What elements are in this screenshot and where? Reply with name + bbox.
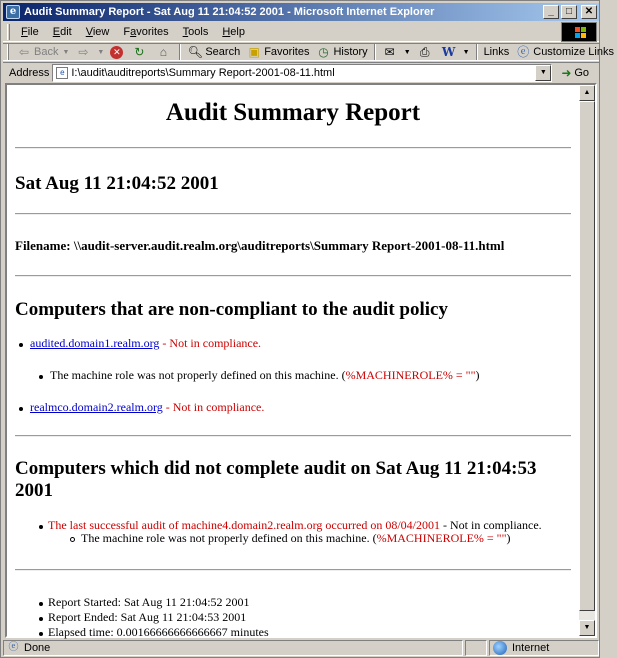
divider bbox=[15, 275, 571, 277]
report-document bbox=[7, 85, 579, 639]
bullet-icon bbox=[39, 617, 43, 621]
detail-text: The machine role was not properly defined on this machine. ( bbox=[50, 368, 346, 382]
ie-icon: e bbox=[6, 5, 20, 19]
search-button[interactable] bbox=[184, 43, 243, 61]
refresh-button[interactable] bbox=[128, 43, 152, 61]
go-button[interactable] bbox=[558, 66, 589, 80]
address-field[interactable] bbox=[52, 64, 552, 82]
summary-item: Report Started: Sat Aug 11 21:04:52 2001 bbox=[48, 595, 250, 609]
windows-logo-icon bbox=[561, 22, 597, 42]
favorites-button[interactable] bbox=[243, 43, 312, 61]
detail-close: ) bbox=[475, 368, 480, 382]
list-item bbox=[81, 531, 510, 546]
standard-toolbar bbox=[3, 43, 614, 61]
menu-edit-key: E bbox=[52, 25, 61, 38]
detail-close: ) bbox=[506, 531, 511, 545]
menu-view-label: iew bbox=[92, 25, 110, 38]
stop-button[interactable] bbox=[107, 43, 128, 61]
menu-tools-label: ools bbox=[188, 25, 209, 38]
mail-button[interactable] bbox=[379, 43, 403, 61]
stop-icon: ✕ bbox=[110, 46, 123, 59]
back-button[interactable] bbox=[13, 43, 61, 61]
report-title: Audit Summary Report bbox=[165, 99, 421, 126]
mail-icon: ✉ bbox=[384, 45, 395, 59]
refresh-icon: ↻ bbox=[134, 45, 145, 59]
customize-links-label: Customize Links bbox=[533, 46, 614, 58]
back-dropdown-icon[interactable]: ▼ bbox=[62, 48, 70, 56]
menu-file-key: F bbox=[21, 25, 28, 38]
edit-dropdown-icon[interactable]: ▼ bbox=[462, 48, 470, 56]
status-blank-cell bbox=[465, 640, 487, 656]
word-edit-icon: W bbox=[441, 45, 456, 59]
list-item bbox=[50, 368, 479, 383]
status-message bbox=[3, 640, 463, 656]
bullet-icon bbox=[19, 407, 23, 411]
address-label: Address bbox=[9, 66, 50, 79]
menu-help-label: elp bbox=[230, 25, 245, 38]
compliance-status: - Not in compliance. bbox=[162, 400, 265, 414]
menu-help-key: H bbox=[222, 25, 231, 38]
history-icon: ◷ bbox=[318, 45, 329, 59]
noncompliant-heading: Computers that are non-compliant to the audit policy bbox=[15, 299, 448, 320]
status-bar bbox=[3, 639, 599, 657]
scrollbar-thumb[interactable] bbox=[579, 101, 595, 611]
menu-tools[interactable] bbox=[176, 26, 216, 38]
bullet-icon bbox=[19, 343, 23, 347]
detail-value: %MACHINEROLE% = "" bbox=[345, 368, 476, 382]
menu-edit[interactable] bbox=[46, 26, 79, 38]
bullet-icon bbox=[39, 602, 43, 606]
toolbar-grip bbox=[7, 44, 9, 60]
last-audit-message: The last successful audit of machine4.domain2.realm.org occurred on 08/04/2001 bbox=[48, 518, 441, 532]
summary-item: Elapsed time: 0.00166666666666667 minutes bbox=[48, 625, 269, 639]
menu-tools-key: T bbox=[182, 25, 189, 38]
page-icon: e bbox=[56, 67, 68, 79]
detail-text: The machine role was not properly defined on this machine. ( bbox=[81, 531, 377, 545]
menu-bar bbox=[3, 22, 599, 42]
ie-page-icon: ⓔ bbox=[517, 45, 530, 59]
toolbar-separator-3 bbox=[476, 44, 478, 60]
menu-file-label: ile bbox=[27, 25, 39, 38]
menu-view-key: V bbox=[85, 25, 93, 38]
go-arrow-icon: ➜ bbox=[561, 65, 572, 80]
address-url[interactable]: I:\audit\auditreports\Summary Report-2001-08-11.html bbox=[71, 66, 335, 79]
report-date: Sat Aug 11 21:04:52 2001 bbox=[15, 173, 219, 194]
page-content-frame bbox=[5, 83, 597, 638]
internet-globe-icon bbox=[493, 641, 507, 655]
menu-view[interactable] bbox=[79, 26, 117, 38]
customize-links-button[interactable] bbox=[512, 43, 617, 61]
toolbar-separator-2 bbox=[374, 44, 376, 60]
host-link[interactable]: realmco.domain2.realm.org bbox=[30, 400, 163, 414]
title-bar[interactable] bbox=[3, 3, 599, 21]
maximize-button[interactable]: □ bbox=[561, 5, 577, 19]
divider bbox=[15, 147, 571, 149]
favorites-label: Favorites bbox=[264, 46, 310, 58]
compliance-status: - Not in compliance. bbox=[159, 336, 262, 350]
scroll-up-icon[interactable]: ▲ bbox=[579, 85, 595, 101]
address-dropdown-icon[interactable]: ▼ bbox=[535, 65, 551, 81]
back-arrow-icon: ⇦ bbox=[18, 45, 30, 59]
menu-grip bbox=[7, 24, 10, 40]
go-label: Go bbox=[574, 66, 590, 79]
window-title: Audit Summary Report - Sat Aug 11 21:04:52 2001 - Microsoft Internet Explorer bbox=[24, 6, 435, 18]
forward-dropdown-icon[interactable]: ▼ bbox=[97, 48, 105, 56]
vertical-scrollbar[interactable] bbox=[579, 85, 595, 636]
report-filename: Filename: \\audit-server.audit.realm.org\auditreports\Summary Report-2001-08-11.html bbox=[15, 238, 505, 253]
print-button[interactable] bbox=[414, 43, 438, 61]
host-link[interactable]: audited.domain1.realm.org bbox=[30, 336, 160, 350]
bullet-icon bbox=[39, 375, 43, 379]
menu-favorites-pre: F bbox=[123, 25, 131, 38]
menu-favorites[interactable] bbox=[116, 26, 175, 38]
menu-edit-label: dit bbox=[60, 25, 72, 38]
scroll-down-icon[interactable]: ▼ bbox=[579, 620, 595, 636]
status-text: Done bbox=[24, 642, 51, 654]
page-done-icon: ⓔ bbox=[8, 642, 19, 653]
list-item bbox=[30, 400, 264, 415]
history-button[interactable] bbox=[312, 43, 370, 61]
forward-button[interactable] bbox=[72, 43, 96, 61]
printer-icon: ⎙ bbox=[419, 45, 430, 59]
divider bbox=[15, 213, 571, 215]
bullet-icon bbox=[39, 632, 43, 636]
edit-button[interactable] bbox=[438, 43, 462, 61]
home-button[interactable] bbox=[152, 43, 176, 61]
list-item bbox=[30, 336, 261, 351]
divider bbox=[15, 435, 571, 437]
favorites-folder-icon: ▣ bbox=[248, 45, 260, 59]
history-label: History bbox=[333, 46, 368, 58]
divider bbox=[15, 569, 571, 571]
mail-dropdown-icon[interactable]: ▼ bbox=[403, 48, 411, 56]
address-bar bbox=[3, 62, 599, 82]
menu-favorites-key: a bbox=[130, 25, 137, 38]
home-icon: ⌂ bbox=[159, 45, 167, 59]
zone-text: Internet bbox=[512, 642, 550, 654]
bullet-icon bbox=[39, 525, 43, 529]
forward-arrow-icon: ⇨ bbox=[78, 45, 89, 59]
close-button[interactable]: ✕ bbox=[581, 5, 597, 19]
incomplete-heading-line1: Computers which did not complete audit on Sat Aug 11 21:04:53 bbox=[15, 458, 537, 479]
security-zone bbox=[489, 640, 599, 656]
incomplete-heading bbox=[15, 458, 571, 502]
toolbar-separator bbox=[179, 44, 181, 60]
search-label: Search bbox=[205, 46, 241, 58]
compliance-status: - Not in compliance. bbox=[440, 518, 542, 532]
detail-value: %MACHINEROLE% = "" bbox=[376, 531, 507, 545]
links-label[interactable]: Links bbox=[483, 46, 510, 58]
search-icon: 🔍︎ bbox=[187, 45, 203, 59]
incomplete-heading-line2: 2001 bbox=[15, 480, 53, 501]
back-label: Back bbox=[34, 46, 59, 58]
bullet-circle-icon bbox=[70, 537, 75, 542]
minimize-button[interactable]: _ bbox=[543, 5, 559, 19]
menu-file[interactable] bbox=[14, 26, 46, 38]
summary-item: Report Ended: Sat Aug 11 21:04:53 2001 bbox=[48, 610, 247, 624]
menu-favorites-label: vorites bbox=[136, 25, 169, 38]
menu-help[interactable] bbox=[215, 26, 252, 38]
